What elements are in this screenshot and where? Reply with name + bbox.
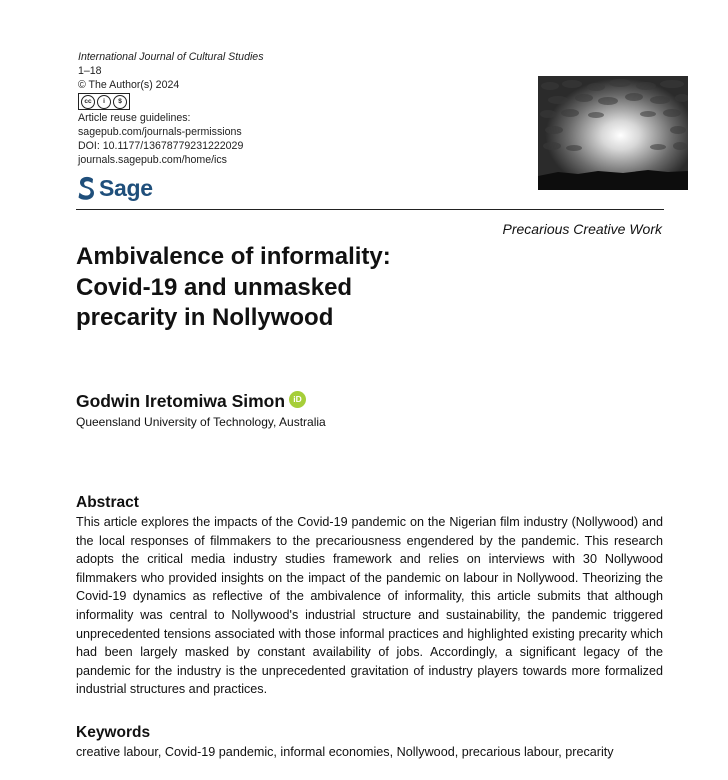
copyright-notice: © The Author(s) 2024 xyxy=(78,78,180,91)
journal-cover-image xyxy=(538,76,688,190)
cc-icon: cc xyxy=(81,95,95,109)
creative-commons-license-icon[interactable] xyxy=(78,93,130,110)
abstract-text: This article explores the impacts of the Covid-19 pandemic on the Nigerian film industry (Nollywood) and the local responses of filmmakers to the precariousness engendered by the pandemic. This research adopts the critical media industry studies framework and relies on interviews with 30 Nollywood filmmakers who provided insights on the impact of the pandemic on labour in Nollywood. Theorizing the Covid-19 dynamics as reflective of the ambivalence of informality, this article submits that although informality was central to Nollywood's industrial structure and sustainability, the pandemic triggered unprecedented tensions associated with those informal practices and highlighted existing precarity which had been largely masked by constant availability of jobs. Accordingly, a significant legacy of the pandemic for the industry is the unprecedented gravitation of industry players towards more formalized industrial structures and practices. xyxy=(76,515,663,697)
abstract-heading: Abstract xyxy=(76,494,139,511)
orcid-icon[interactable]: iD xyxy=(289,391,306,408)
section-label: Precarious Creative Work xyxy=(502,221,662,237)
title-line-1: Ambivalence of informality: xyxy=(76,243,391,270)
publisher-name: Sage xyxy=(99,175,153,201)
journal-meta xyxy=(78,51,264,168)
sage-s-icon xyxy=(78,176,95,201)
keywords-heading: Keywords xyxy=(76,724,151,741)
header-divider xyxy=(76,209,664,210)
reuse-guidelines-label: Article reuse guidelines: xyxy=(78,112,191,125)
reuse-guidelines-link[interactable]: sagepub.com/journals-permissions xyxy=(78,126,242,139)
keywords-text: creative labour, Covid-19 pandemic, informal economies, Nollywood, precarious labour, precarity xyxy=(76,745,614,759)
author-affiliation: Queensland University of Technology, Australia xyxy=(76,415,326,429)
journal-homepage-link[interactable]: journals.sagepub.com/home/ics xyxy=(78,153,227,166)
noncommercial-icon: $ xyxy=(113,95,127,109)
cloudy-sky-image xyxy=(538,76,688,190)
article-title xyxy=(76,242,496,334)
attribution-icon: i xyxy=(97,95,111,109)
page-range: 1–18 xyxy=(78,64,102,77)
sage-logo[interactable] xyxy=(78,176,153,201)
title-line-3: precarity in Nollywood xyxy=(76,304,334,331)
author-name[interactable]: Godwin Iretomiwa Simon xyxy=(76,391,286,411)
author-block xyxy=(76,391,326,429)
doi[interactable]: DOI: 10.1177/13678779231222029 xyxy=(78,139,244,152)
author xyxy=(76,391,306,412)
journal-name: International Journal of Cultural Studies xyxy=(78,51,264,63)
title-line-2: Covid-19 and unmasked xyxy=(76,273,353,301)
